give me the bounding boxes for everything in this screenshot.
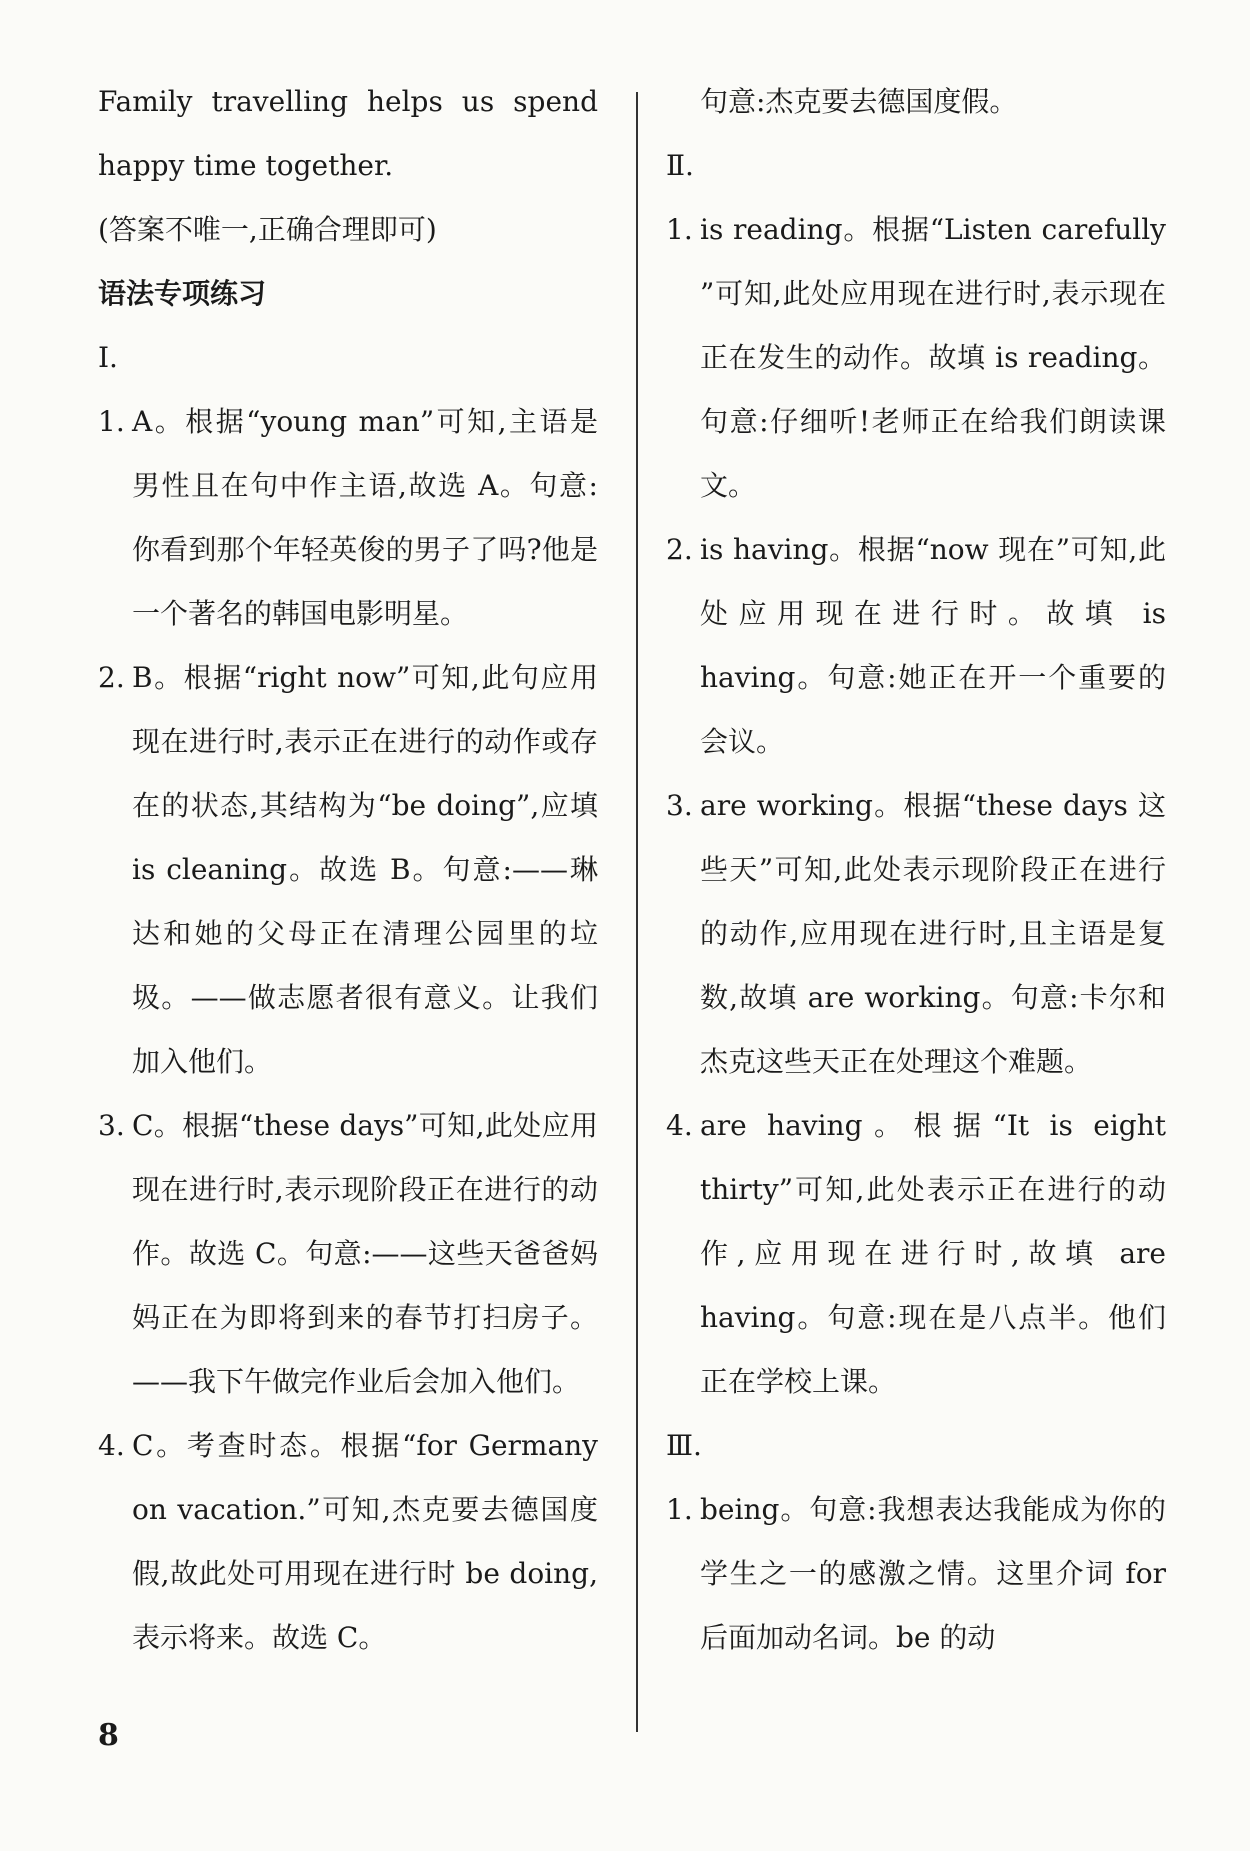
- item-text: are working。根据“these days 这些天”可知,此处表示现阶段正在进行的动作,应用现在进行时,且主语是复数,故填 are working。句意:卡尔和杰克这些天正在处理这个难题。: [700, 789, 1166, 1078]
- answer-item: [98, 390, 598, 646]
- intro-paragraph: Family travelling helps us spend happy time together.: [98, 85, 598, 182]
- item-text: are having。根据“It is eight thirty”可知,此处表示正在进行的动作,应用现在进行时,故填 are having。句意:现在是八点半。他们正在学校上课。: [700, 1109, 1166, 1398]
- answer-item: [666, 198, 1166, 518]
- roman-heading-1: Ⅰ.: [98, 341, 118, 374]
- answer-item: [98, 1094, 598, 1414]
- answer-item: [98, 1414, 598, 1670]
- item-number: 3.: [666, 789, 693, 822]
- answer-item: [98, 646, 598, 1094]
- answer-item: [666, 1094, 1166, 1414]
- item-text: C。根据“these days”可知,此处应用现在进行时,表示现阶段正在进行的动作。故选 C。句意:——这些天爸爸妈妈正在为即将到来的春节打扫房子。——我下午做完作业后会加入他们。: [132, 1109, 598, 1398]
- answer-item: [666, 518, 1166, 774]
- column-divider: [636, 92, 638, 1732]
- item-number: 2.: [666, 533, 693, 566]
- item-number: 1.: [666, 1493, 693, 1526]
- item-number: 3.: [98, 1109, 125, 1142]
- item-text: is reading。根据“Listen carefully ”可知,此处应用现在进行时,表示现在正在发生的动作。故填 is reading。句意:仔细听!老师正在给我们朗读课文。: [700, 213, 1166, 502]
- item-text: C。考查时态。根据“for Germany on vacation.”可知,杰克要去德国度假,故此处可用现在进行时 be doing,表示将来。故选 C。: [132, 1429, 598, 1654]
- answer-note: (答案不唯一,正确合理即可): [98, 213, 437, 246]
- item-text: A。根据“young man”可知,主语是男性且在句中作主语,故选 A。句意:你看到那个年轻英俊的男子了吗?他是一个著名的韩国电影明星。: [132, 405, 598, 630]
- item-number: 1.: [98, 405, 125, 438]
- roman-heading-2: Ⅱ.: [666, 149, 694, 182]
- carry-over-line: 句意:杰克要去德国度假。: [700, 85, 1018, 118]
- left-column: [98, 70, 598, 1670]
- item-text: B。根据“right now”可知,此句应用现在进行时,表示正在进行的动作或存在的状态,其结构为“be doing”,应填 is cleaning。故选 B。句意:——琳达和她的父母正在清理公园里的垃圾。——做志愿者很有意义。让我们加入他们。: [132, 661, 598, 1078]
- item-number: 4.: [98, 1429, 125, 1462]
- item-number: 1.: [666, 213, 693, 246]
- item-number: 2.: [98, 661, 125, 694]
- section-title: 语法专项练习: [98, 277, 267, 310]
- item-text: being。句意:我想表达我能成为你的学生之一的感激之情。这里介词 for 后面加动名词。be 的动: [700, 1493, 1166, 1654]
- page-number: 8: [98, 1718, 119, 1753]
- roman-heading-3: Ⅲ.: [666, 1429, 702, 1462]
- right-column: [666, 70, 1166, 1670]
- answer-item: [666, 1478, 1166, 1670]
- item-number: 4.: [666, 1109, 693, 1142]
- item-text: is having。根据“now 现在”可知,此处应用现在进行时。故填 is having。句意:她正在开一个重要的会议。: [700, 533, 1166, 758]
- answer-item: [666, 774, 1166, 1094]
